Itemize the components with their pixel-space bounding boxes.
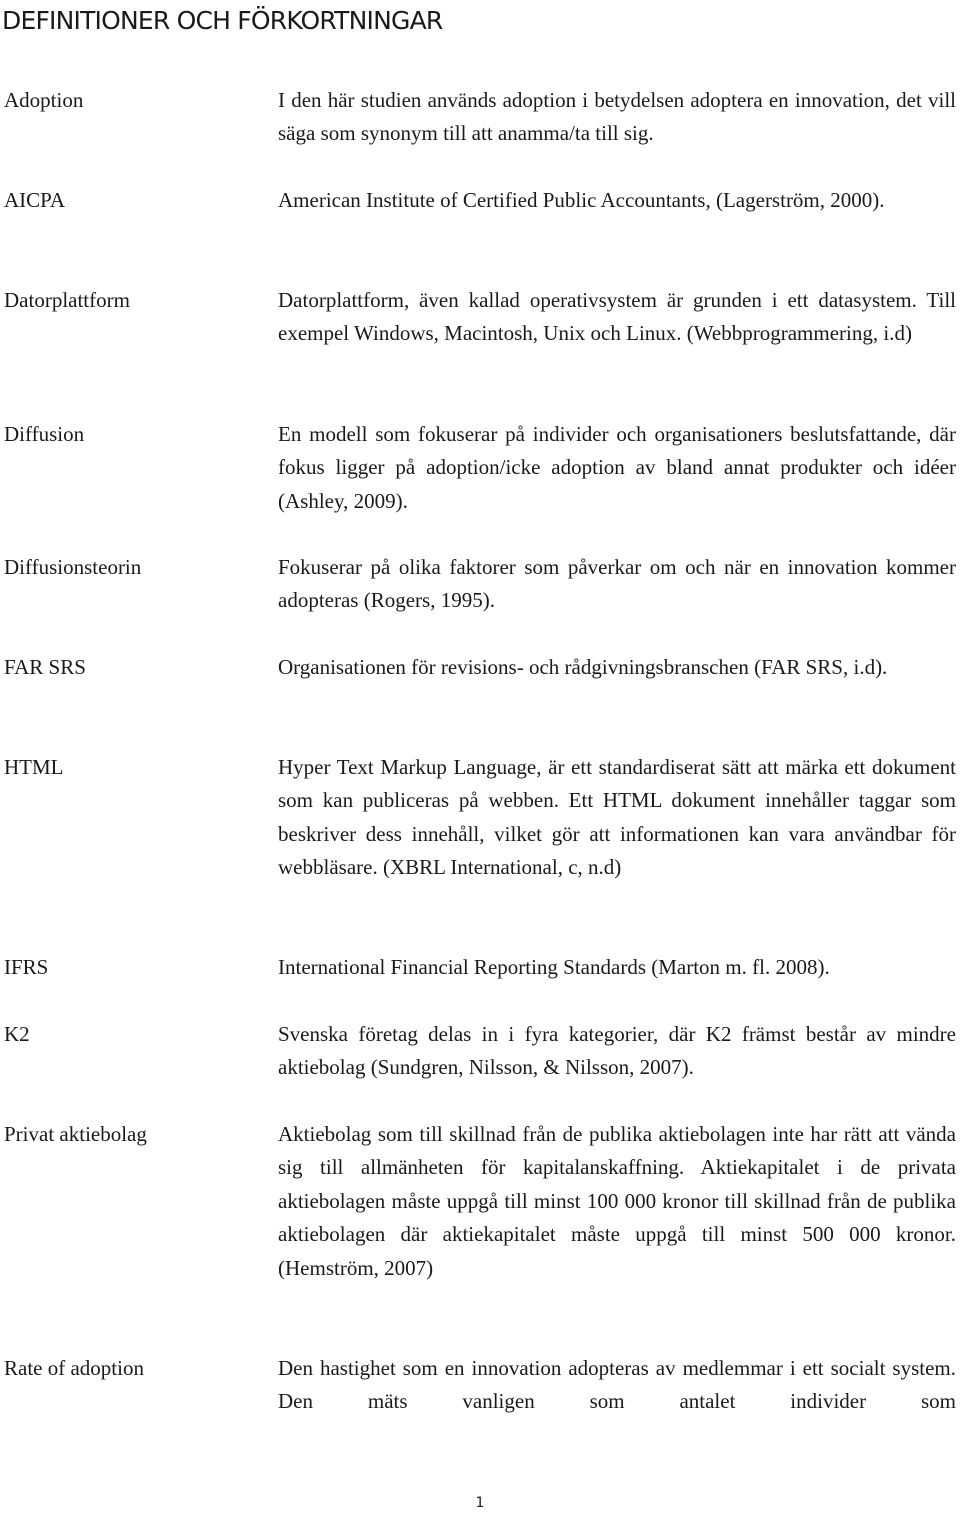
definition-text: Aktiebolag som till skillnad från de publika aktiebolagen inte har rätt att vända sig till allmänheten för kapitalanskaffning. Aktiekapitalet i de privata aktiebolagen måste uppgå till minst 100 000 kronor till skillnad från de publika aktiebolagen där aktiekapitalet måste uppgå till minst 500 000 kronor. (Hemström, 2007) <box>278 1122 956 1280</box>
term: Diffusion <box>4 422 85 446</box>
term: FAR SRS <box>4 655 86 679</box>
term: HTML <box>4 755 64 779</box>
term: Privat aktiebolag <box>4 1122 147 1146</box>
definition-text: Organisationen för revisions- och rådgivningsbranschen (FAR SRS, i.d). <box>278 655 888 679</box>
definition-text: Datorplattform, även kallad operativsystem är grunden i ett datasystem. Till exempel Windows, Macintosh, Unix och Linux. (Webbprogrammering, i.d) <box>278 288 956 346</box>
term: Diffusionsteorin <box>4 555 142 579</box>
definition-text: I den här studien används adoption i betydelsen adoptera en innovation, det vill säga som synonym till att anamma/ta till sig. <box>278 88 956 146</box>
definition-text: American Institute of Certified Public Accountants, (Lagerström, 2000). <box>278 188 885 212</box>
definition-text: Fokuserar på olika faktorer som påverkar om och när en innovation kommer adopteras (Rogers, 1995). <box>278 555 956 613</box>
definition-text: Svenska företag delas in i fyra kategorier, där K2 främst består av mindre aktiebolag (Sundgren, Nilsson, & Nilsson, 2007). <box>278 1022 956 1080</box>
definition-text: International Financial Reporting Standards (Marton m. fl. 2008). <box>278 955 830 979</box>
term: IFRS <box>4 955 49 979</box>
page-heading: DEFINITIONER OCH FÖRKORTNINGAR <box>2 6 443 35</box>
term: Rate of adoption <box>4 1356 144 1380</box>
definition-text: Den hastighet som en innovation adopteras av medlemmar i ett socialt system. Den mäts vanligen som antalet individer som <box>278 1356 956 1414</box>
definition-text: Hyper Text Markup Language, är ett standardiserat sätt att märka ett dokument som kan publiceras på webben. Ett HTML dokument innehåller taggar som beskriver dess innehåll, vilket gör att informationen kan vara användbar för webbläsare. (XBRL International, c, n.d) <box>278 755 956 880</box>
term: Adoption <box>4 88 84 112</box>
term: AICPA <box>4 188 66 212</box>
page-number: 1 <box>475 1495 485 1511</box>
definition-text: En modell som fokuserar på individer och organisationers beslutsfattande, där fokus ligger på adoption/icke adoption av bland annat produkter och idéer (Ashley, 2009). <box>278 422 956 513</box>
term: K2 <box>4 1022 30 1046</box>
term: Datorplattform <box>4 288 130 312</box>
